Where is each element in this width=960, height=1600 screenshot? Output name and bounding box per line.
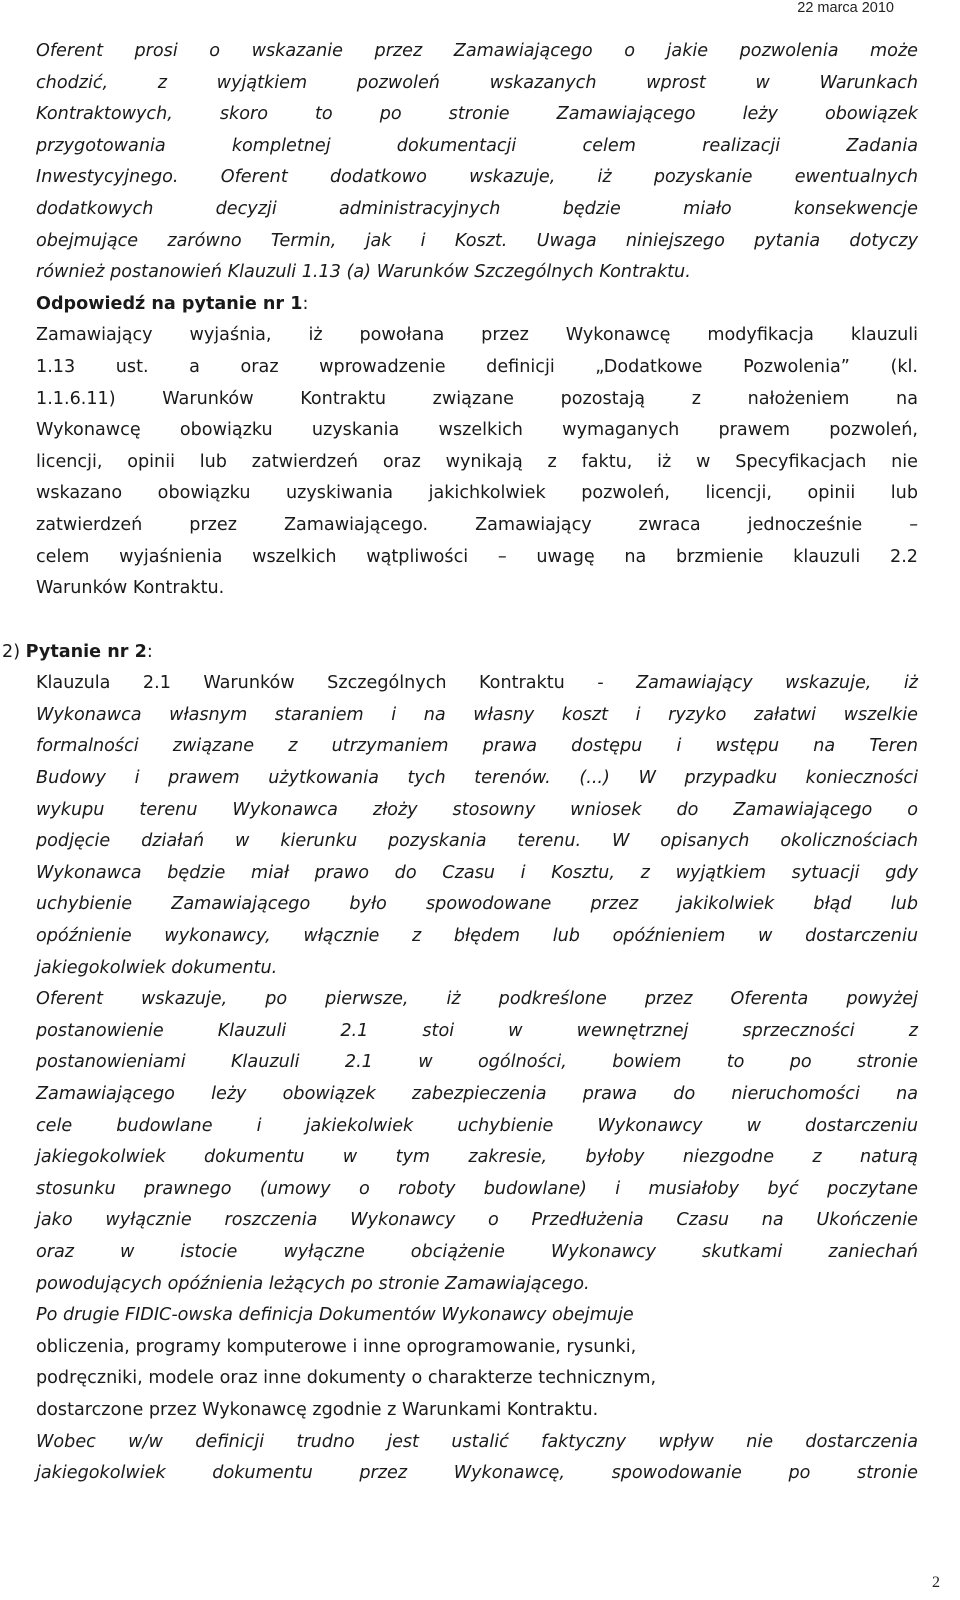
- text-line: Po drugie FIDIC-owska definicja Dokumentów Wykonawcy obejmuje: [36, 1305, 634, 1326]
- wobec-paragraph: [36, 1427, 918, 1490]
- text-line: również postanowień Klauzuli 1.13 (a) Warunków Szczególnych Kontraktu.: [36, 262, 691, 283]
- text-line: przygotowania kompletnej dokumentacji celem realizacji Zadania: [36, 135, 918, 156]
- text-line: opóźnienie wykonawcy, włącznie z błędem lub opóźnieniem w dostarczeniu: [36, 926, 918, 947]
- text-line: postanowieniami Klauzuli 2.1 w ogólności, bowiem to po stronie: [36, 1052, 918, 1073]
- header-date: 22 marca 2010: [797, 0, 894, 16]
- heading-colon: :: [302, 293, 309, 314]
- text-line: licencji, opinii lub zatwierdzeń oraz wynikają z faktu, iż w Specyfikacjach nie: [36, 451, 918, 472]
- text-line: jako wyłącznie roszczenia Wykonawcy o Przedłużenia Czasu na Ukończenie: [36, 1210, 918, 1231]
- answer-1-text: [36, 320, 918, 604]
- text-line: Wobec w/w definicji trudno jest ustalić faktyczny wpływ nie dostarczenia: [36, 1431, 918, 1452]
- text-line: postanowienie Klauzuli 2.1 stoi w wewnętrznej sprzeczności z: [36, 1020, 918, 1041]
- text-line: powodujących opóźnienia leżących po stronie Zamawiającego.: [36, 1273, 590, 1294]
- section-spacer: [36, 605, 918, 637]
- text-line: 1.13 ust. a oraz wprowadzenie definicji „Dodatkowe Pozwolenia” (kl.: [36, 356, 918, 377]
- text-line: Warunków Kontraktu.: [36, 578, 225, 599]
- document-body: [2, 36, 918, 1490]
- text-line: jakiegokolwiek dokumentu przez Wykonawcę, spowodowanie po stronie: [36, 1463, 918, 1484]
- text-line: formalności związane z utrzymaniem prawa dostępu i wstępu na Teren: [36, 736, 918, 757]
- text-line: stosunku prawnego (umowy o roboty budowlane) i musiałoby być poczytane: [36, 1178, 918, 1199]
- text-line: obejmujące zarówno Termin, jak i Koszt. Uwaga niniejszego pytania dotyczy: [36, 230, 918, 251]
- oferent-paragraph: [36, 984, 918, 1300]
- clause-reference: Klauzula 2.1 Warunków Szczególnych Kontraktu: [36, 673, 565, 694]
- text-line: Oferent prosi o wskazanie przez Zamawiającego o jakie pozwolenia może: [36, 41, 918, 61]
- clause-text: - Zamawiający wskazuje, iż: [564, 673, 918, 694]
- text-line: [36, 668, 918, 700]
- text-line: Kontraktowych, skoro to po stronie Zamawiającego leży obowiązek: [36, 104, 918, 125]
- text-line: oraz w istocie wyłączne obciążenie Wykonawcy skutkami zaniechań: [36, 1241, 918, 1262]
- text-line: Oferent wskazuje, po pierwsze, iż podkreślone przez Oferenta powyżej: [36, 989, 918, 1010]
- text-line: Wykonawcę obowiązku uzyskania wszelkich wymaganych prawem pozwoleń,: [36, 420, 918, 441]
- text-line: Budowy i prawem użytkowania tych terenów. (...) W przypadku konieczności: [36, 768, 918, 789]
- text-line: dodatkowych decyzji administracyjnych będzie miało konsekwencje: [36, 198, 918, 219]
- text-line: jakiegokolwiek dokumentu.: [36, 957, 278, 978]
- question-1-text: [36, 36, 918, 289]
- question-2-text: [36, 668, 918, 984]
- text-line: wskazano obowiązku uzyskiwania jakichkolwiek pozwoleń, licencji, opinii lub: [36, 483, 918, 504]
- text-line: podjęcie działań w kierunku pozyskania terenu. W opisanych okolicznościach: [36, 831, 918, 852]
- question-2-heading-label: Pytanie nr 2: [25, 641, 147, 662]
- text-line: Wykonawca własnym staraniem i na własny koszt i ryzyko załatwi wszelkie: [36, 704, 918, 725]
- text-line: Zamawiający wyjaśnia, iż powołana przez Wykonawcę modyfikacja klauzuli: [36, 325, 918, 346]
- text-line: 1.1.6.11) Warunków Kontraktu związane pozostają z nałożeniem na: [36, 388, 918, 409]
- text-line: jakiegokolwiek dokumentu w tym zakresie, byłoby niezgodne z naturą: [36, 1147, 918, 1168]
- page-number: 2: [932, 1574, 940, 1591]
- question-2-heading: [2, 637, 918, 669]
- heading-colon: :: [146, 641, 153, 662]
- answer-1-heading: [36, 289, 918, 321]
- text-line: wykupu terenu Wykonawca złoży stosowny wniosek do Zamawiającego o: [36, 799, 918, 820]
- text-line: Wykonawca będzie miał prawo do Czasu i Kosztu, z wyjątkiem sytuacji gdy: [36, 862, 918, 883]
- text-line: dostarczone przez Wykonawcę zgodnie z Warunkami Kontraktu.: [36, 1399, 599, 1420]
- question-2-number: 2): [2, 641, 21, 662]
- text-line: podręczniki, modele oraz inne dokumenty o charakterze technicznym,: [36, 1368, 657, 1389]
- fidic-paragraph: [36, 1300, 918, 1426]
- text-line: cele budowlane i jakiekolwiek uchybienie Wykonawcy w dostarczeniu: [36, 1115, 918, 1136]
- text-line: uchybienie Zamawiającego było spowodowane przez jakikolwiek błąd lub: [36, 894, 918, 915]
- text-line: Inwestycyjnego. Oferent dodatkowo wskazuje, iż pozyskanie ewentualnych: [36, 167, 918, 188]
- text-line: chodzić, z wyjątkiem pozwoleń wskazanych wprost w Warunkach: [36, 72, 918, 93]
- text-line: Zamawiającego leży obowiązek zabezpieczenia prawa do nieruchomości na: [36, 1084, 918, 1104]
- text-line: celem wyjaśnienia wszelkich wątpliwości – uwagę na brzmienie klauzuli 2.2: [36, 546, 918, 567]
- text-line: obliczenia, programy komputerowe i inne oprogramowanie, rysunki,: [36, 1336, 637, 1357]
- text-line: zatwierdzeń przez Zamawiającego. Zamawiający zwraca jednocześnie –: [36, 514, 918, 535]
- answer-1-heading-label: Odpowiedź na pytanie nr 1: [36, 293, 303, 314]
